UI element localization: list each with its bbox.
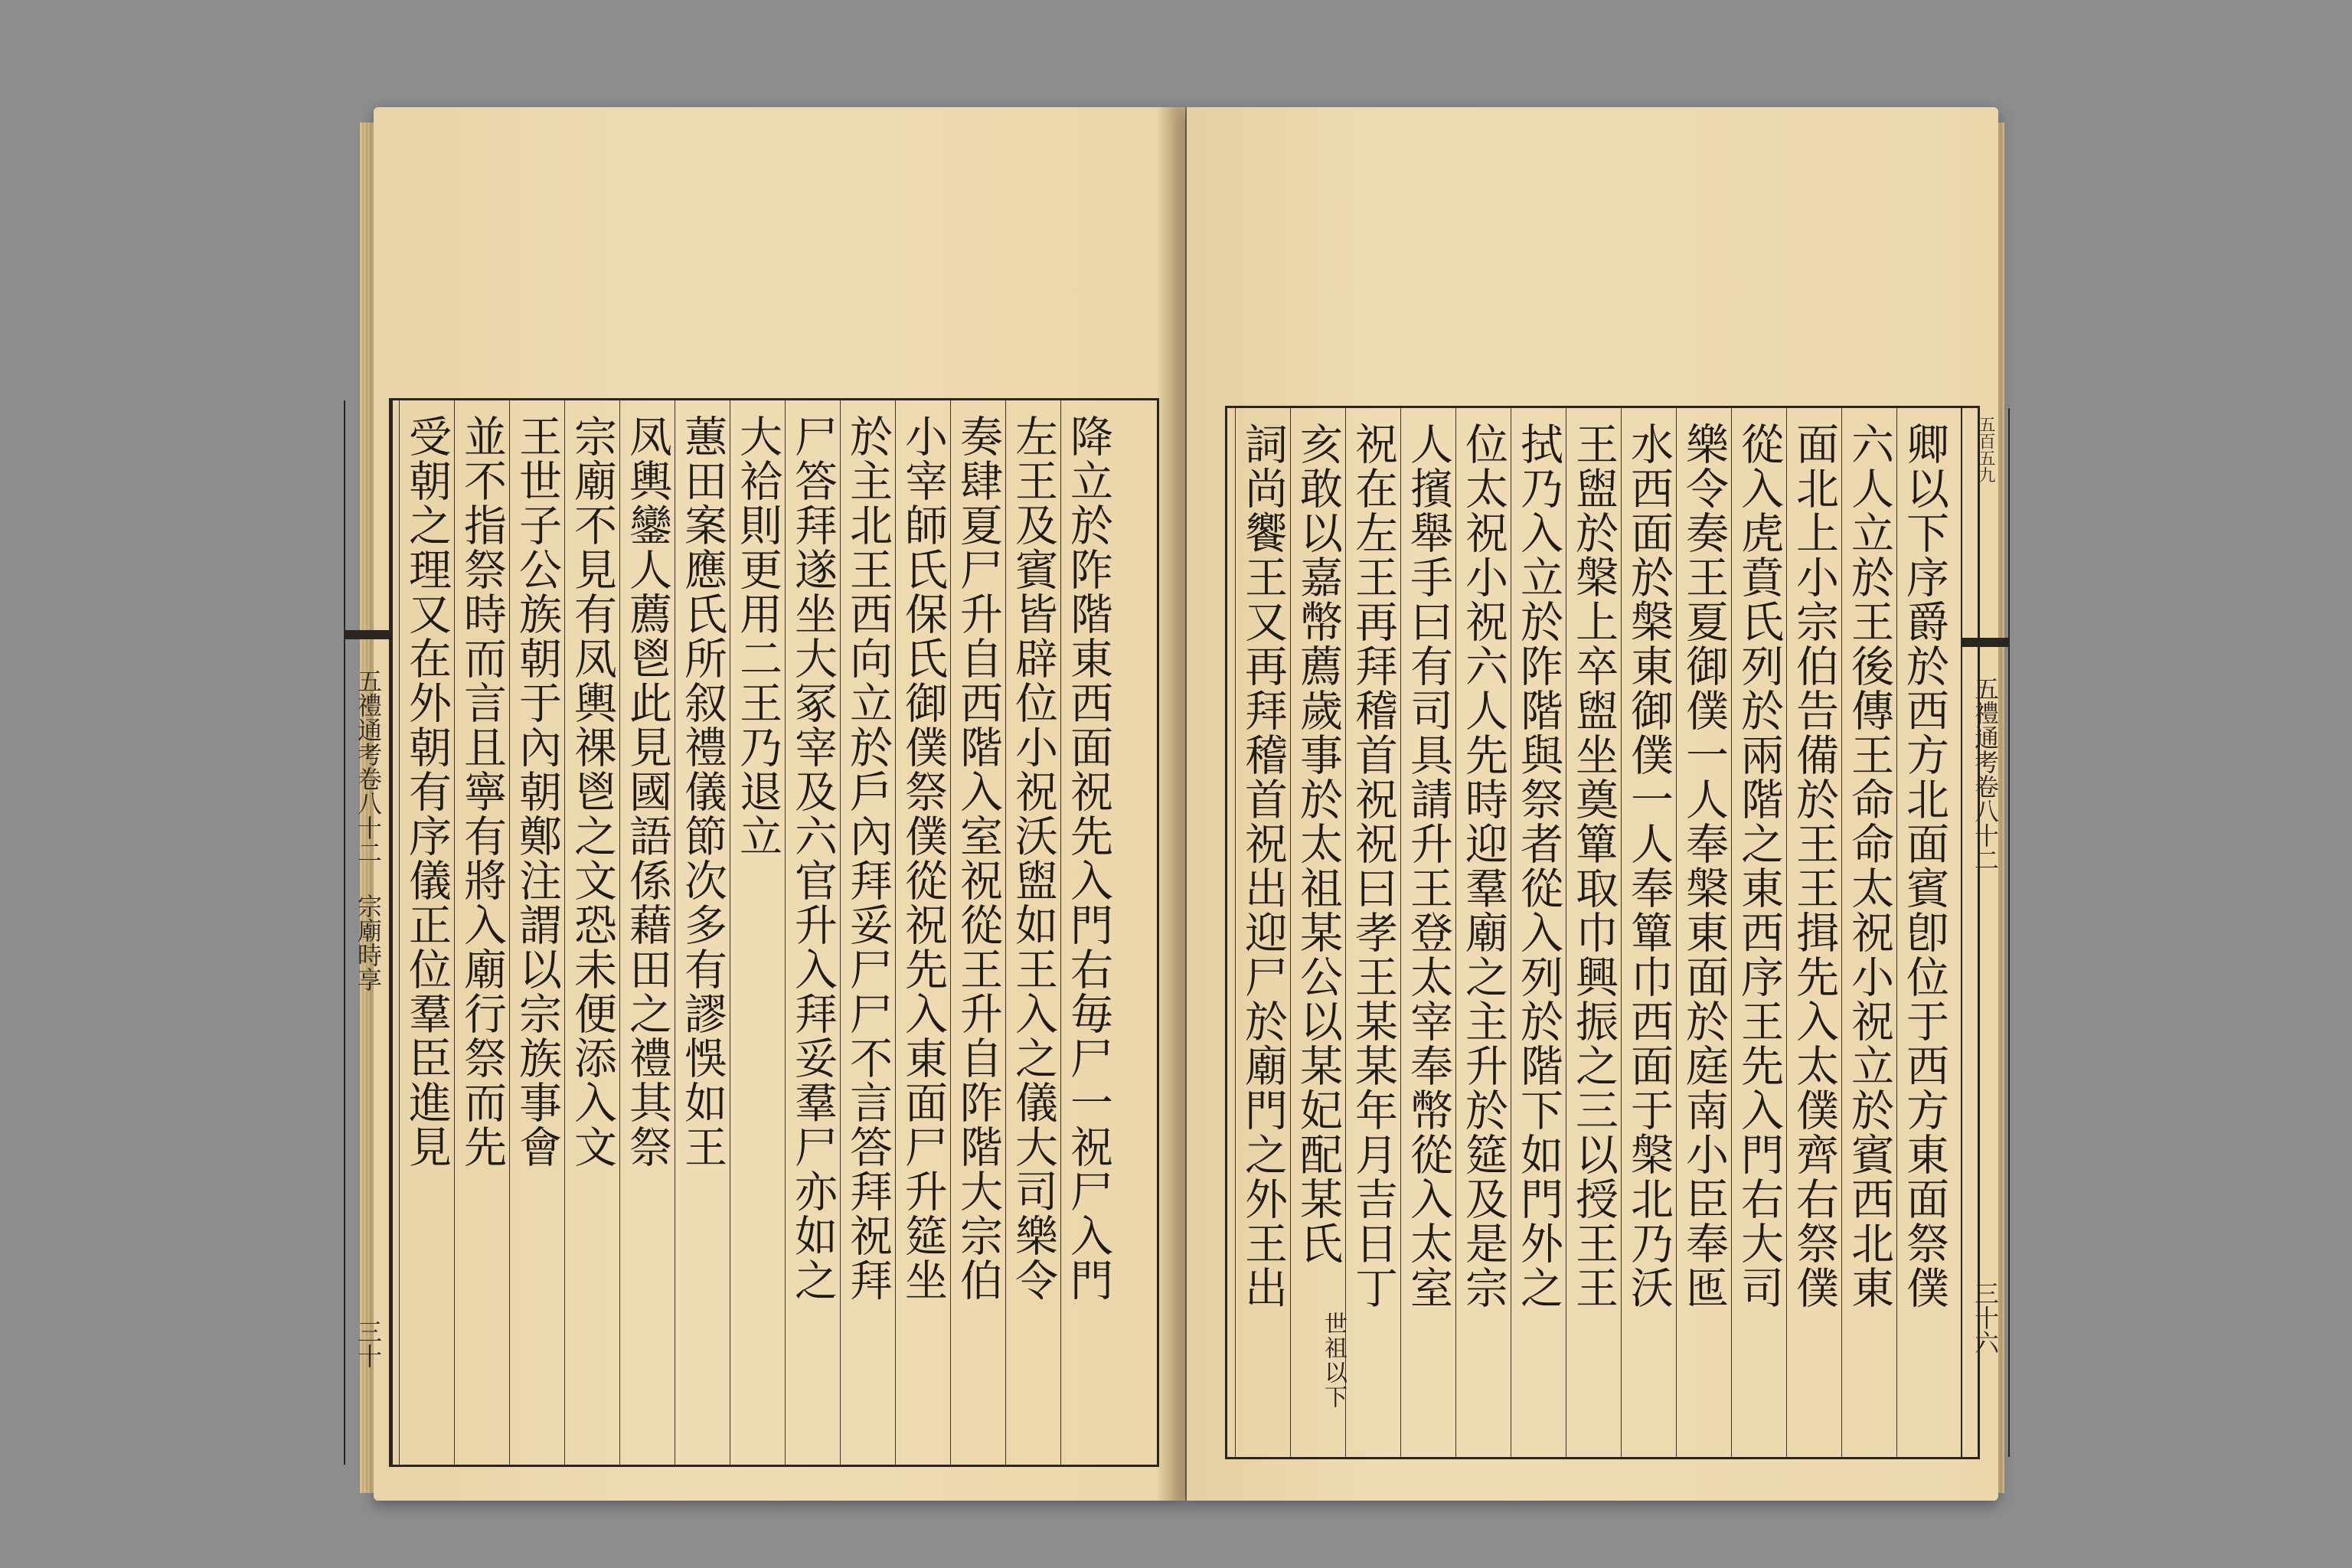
- left-page-number: 三十: [354, 1319, 383, 1368]
- text-column: 王盥於槃上卒盥坐奠簞取巾興振之三以授王王: [1566, 408, 1621, 1457]
- text-column: 大袷則更用二王乃退立: [730, 400, 785, 1465]
- text-column: 尸答拜遂坐大冢宰及六官升入拜妥羣尸亦如之: [785, 400, 840, 1465]
- text-column: 水西面於槃東御僕一人奉簞巾西面于槃北乃沃: [1621, 408, 1676, 1457]
- right-page-number: 三十六: [1971, 1281, 2000, 1354]
- text-column: 卿以下序爵於西方北面賓卽位于西方東面祭僕: [1896, 408, 1952, 1457]
- fishtail-mark: [1962, 638, 2008, 661]
- text-column: 祝在左王再拜稽首祝祝曰孝王某某年月吉日丁: [1345, 408, 1400, 1457]
- text-column: 人擯舉手曰有司具請升王登太宰奉幣從入太室: [1400, 408, 1455, 1457]
- text-column: 降立於阼階東西面祝先入門右毎尸一祝尸入門: [1060, 400, 1116, 1465]
- text-column: 面北上小宗伯告備於王王揖先入太僕齊右祭僕: [1786, 408, 1841, 1457]
- text-column: 拭乃入立於阼階與祭者從入列於階下如門外之: [1511, 408, 1566, 1457]
- text-column: 蕙田案應氏所叙禮儀節次多有謬悞如王: [675, 400, 730, 1465]
- text-column: 位太祝小祝六人先時迎羣廟之主升於筵及是宗: [1455, 408, 1511, 1457]
- open-book: [354, 92, 2006, 1508]
- text-column: 左王及賓皆辟位小祝沃盥如王入之儀大司樂令: [1005, 400, 1060, 1465]
- text-column: 宗廟不見有凤輿祼鬯之文恐未便添入文: [564, 400, 619, 1465]
- text-column: 奏肆夏尸升自西階入室祝從王升自阼階大宗伯: [950, 400, 1005, 1465]
- right-banxin: [1961, 408, 2010, 1457]
- text-column: 詞尚饗王又再拜稽首祝出迎尸於廟門之外王出: [1235, 408, 1290, 1457]
- text-column: 凤輿鑾人薦鬯此見國語係藉田之禮其祭: [619, 400, 675, 1465]
- fishtail-mark: [345, 630, 391, 653]
- text-column: 王世子公族朝于內朝鄭注謂以宗族事會: [509, 400, 564, 1465]
- text-column: 受朝之理又在外朝有序儀正位羣臣進見: [399, 400, 454, 1465]
- right-page: [1187, 107, 1998, 1501]
- left-text-frame: [354, 398, 1159, 1467]
- left-banxin: [344, 400, 393, 1465]
- text-column: 從入虎賁氏列於兩階之東西序王先入門右大司: [1731, 408, 1786, 1457]
- text-column: 小宰師氏保氏御僕祭僕從祝先入東面尸升筵坐: [895, 400, 950, 1465]
- interlinear-annotation: 世祖以下: [1320, 1312, 1347, 1410]
- right-banxin-title: 五禮通考卷八十二: [1971, 676, 2000, 872]
- right-banxin-top: 五百五九: [1976, 416, 1995, 483]
- text-column: 六人立於王後傳王命命太祝小祝立於賓西北東: [1841, 408, 1896, 1457]
- text-column: 並不指祭時而言且寧有將入廟行祭而先: [454, 400, 509, 1465]
- right-text-frame: [1225, 406, 2000, 1459]
- left-page: [354, 107, 1185, 1501]
- left-banxin-title: 五禮通考卷八十二 宗廟時享: [354, 668, 383, 991]
- text-column: 於主北王西向立於戶內拜妥尸尸不言答拜祝拜: [840, 400, 895, 1465]
- text-column: 亥敢以嘉幣薦歲事於太祖某公以某妃配某氏: [1290, 408, 1345, 1457]
- text-column: 樂令奏王夏御僕一人奉槃東面於庭南小臣奉匜: [1676, 408, 1731, 1457]
